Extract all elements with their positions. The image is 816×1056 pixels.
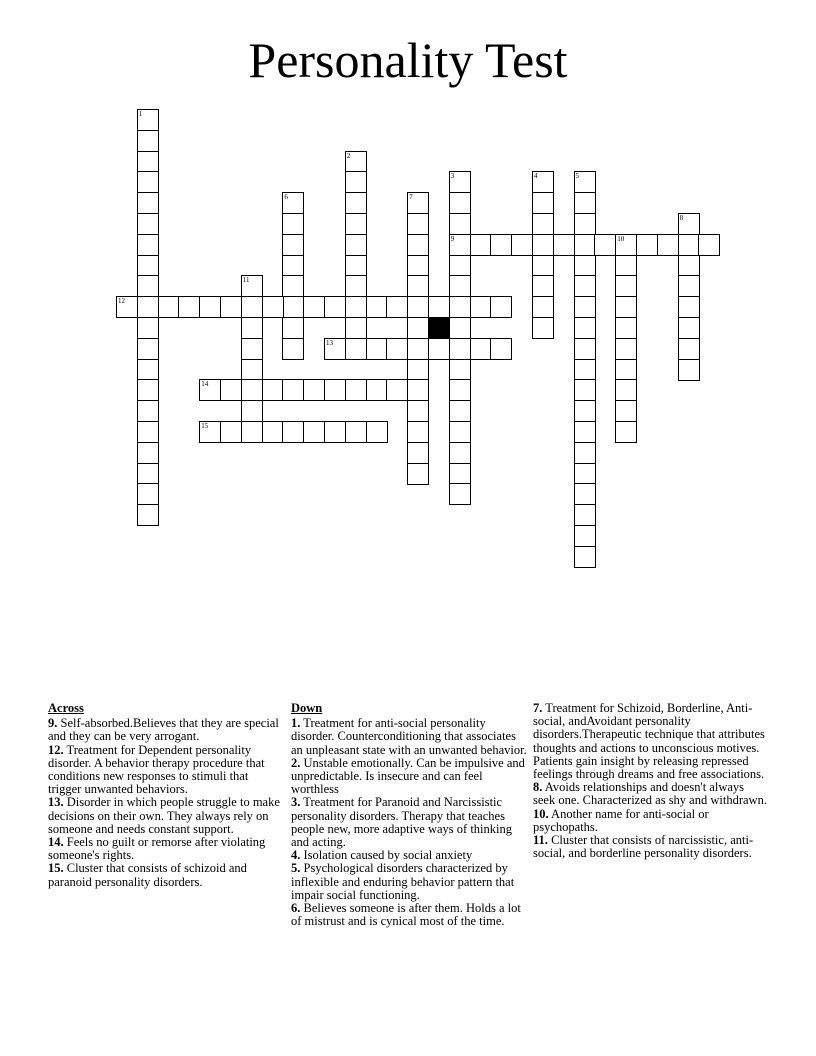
grid-cell[interactable] [137, 171, 159, 193]
grid-cell[interactable] [282, 296, 304, 318]
grid-cell[interactable] [574, 504, 596, 526]
grid-cell[interactable] [449, 463, 471, 485]
grid-cell[interactable] [574, 483, 596, 505]
grid-cell[interactable] [574, 400, 596, 422]
grid-cell[interactable] [220, 296, 242, 318]
grid-cell[interactable] [345, 234, 367, 256]
grid-cell[interactable] [345, 275, 367, 297]
clue-number: 3. [291, 795, 301, 810]
grid-cell[interactable] [324, 421, 346, 443]
clue-text: Disorder in which people struggle to make decisions on their own. They always rely on someone and needs constant support. [48, 795, 280, 836]
grid-cell[interactable] [490, 296, 512, 318]
cell-number: 13 [326, 338, 333, 347]
grid-cell[interactable] [282, 192, 304, 214]
across-header: Across [48, 701, 84, 715]
grid-cell[interactable] [345, 151, 367, 173]
grid-cell[interactable] [678, 255, 700, 277]
clue-item [48, 796, 280, 836]
grid-cell[interactable] [449, 338, 471, 360]
grid-cell[interactable] [449, 379, 471, 401]
clue-text: Another name for anti-social or psychopaths. [533, 806, 709, 834]
grid-cell[interactable] [449, 275, 471, 297]
grid-cell[interactable] [220, 421, 242, 443]
grid-cell[interactable] [241, 400, 263, 422]
grid-cell[interactable] [490, 338, 512, 360]
cell-number: 11 [242, 276, 250, 285]
grid-cell[interactable] [137, 296, 159, 318]
grid-cell[interactable] [449, 317, 471, 339]
grid-cell[interactable] [407, 359, 429, 381]
clue-text: Believes someone is after them. Holds a lot of mistrust and is cynical most of the time. [291, 901, 521, 929]
cell-number: 4 [534, 172, 538, 181]
grid-cell[interactable] [282, 338, 304, 360]
cell-number: 1 [138, 110, 143, 118]
grid-cell[interactable] [407, 421, 429, 443]
grid-cell[interactable] [615, 296, 637, 318]
clue-text: Treatment for Paranoid and Narcissistic personality disorders. Therapy that teaches people new, more adaptive ways of thinking and acting. [291, 795, 513, 850]
cell-number: 9 [450, 234, 455, 243]
grid-cell[interactable] [407, 338, 429, 360]
grid-cell[interactable] [574, 192, 596, 214]
clue-number: 7. [533, 701, 543, 715]
clue-number: 1. [291, 716, 301, 731]
grid-cell[interactable] [386, 379, 408, 401]
grid-cell[interactable] [407, 400, 429, 422]
grid-cell[interactable] [241, 421, 263, 443]
grid-cell[interactable] [615, 275, 637, 297]
grid-cell[interactable] [407, 213, 429, 235]
grid-block-cell [428, 317, 450, 339]
grid-cell[interactable] [449, 171, 471, 193]
clue-text: Unstable emotionally. Can be impulsive and unpredictable. Is insecure and can feel worthless [291, 755, 525, 797]
down-clues [291, 702, 527, 928]
clue-text: Isolation caused by social anxiety [300, 848, 473, 863]
cell-number: 3 [450, 172, 455, 181]
clue-text: Self-absorbed.Believes that they are special and they can be very arrogant. [48, 716, 279, 744]
grid-cell[interactable] [574, 421, 596, 443]
grid-cell[interactable] [199, 379, 221, 401]
grid-cell[interactable] [574, 379, 596, 401]
grid-cell[interactable] [262, 379, 284, 401]
cell-number: 5 [575, 172, 580, 181]
grid-cell[interactable] [137, 483, 159, 505]
grid-cell[interactable] [407, 463, 429, 485]
grid-cell[interactable] [303, 379, 325, 401]
grid-cell[interactable] [137, 400, 159, 422]
grid-cell[interactable] [324, 379, 346, 401]
cell-number: 15 [201, 422, 209, 430]
grid-cell[interactable] [407, 275, 429, 297]
grid-cell[interactable] [428, 338, 450, 360]
grid-cell[interactable] [303, 421, 325, 443]
grid-cell[interactable] [615, 379, 637, 401]
grid-cell[interactable] [303, 296, 325, 318]
grid-cell[interactable] [366, 379, 388, 401]
grid-cell[interactable] [449, 400, 471, 422]
grid-cell[interactable] [282, 379, 304, 401]
grid-cell[interactable] [345, 171, 367, 193]
grid-cell[interactable] [282, 255, 304, 277]
grid-cell[interactable] [407, 192, 429, 214]
clue-number: 11. [533, 833, 548, 848]
cell-number: 6 [284, 193, 288, 202]
grid-cell[interactable] [137, 379, 159, 401]
grid-cell[interactable] [345, 338, 367, 360]
grid-cell[interactable] [241, 359, 263, 381]
grid-cell[interactable] [574, 317, 596, 339]
grid-cell[interactable] [449, 234, 471, 256]
grid-cell[interactable] [532, 317, 554, 339]
grid-cell[interactable] [345, 192, 367, 214]
grid-cell[interactable] [698, 234, 720, 256]
grid-cell[interactable] [137, 421, 159, 443]
grid-cell[interactable] [574, 234, 596, 256]
grid-cell[interactable] [532, 192, 554, 214]
grid-cell[interactable] [532, 234, 554, 256]
grid-cell[interactable] [366, 338, 388, 360]
clue-item [48, 744, 280, 797]
grid-cell[interactable] [241, 379, 263, 401]
grid-cell[interactable] [449, 192, 471, 214]
clue-item [291, 717, 527, 757]
grid-cell[interactable] [470, 296, 492, 318]
grid-cell[interactable] [574, 296, 596, 318]
grid-cell[interactable] [137, 151, 159, 173]
grid-cell[interactable] [615, 338, 637, 360]
grid-cell[interactable] [407, 442, 429, 464]
grid-cell[interactable] [199, 421, 221, 443]
grid-cell[interactable] [574, 338, 596, 360]
grid-cell[interactable] [407, 255, 429, 277]
grid-cell[interactable] [262, 421, 284, 443]
grid-cell[interactable] [449, 359, 471, 381]
grid-cell[interactable] [137, 192, 159, 214]
grid-cell[interactable] [574, 171, 596, 193]
grid-cell[interactable] [532, 171, 554, 193]
grid-cell[interactable] [158, 296, 180, 318]
grid-cell[interactable] [345, 255, 367, 277]
clue-number: 10. [533, 806, 549, 821]
grid-cell[interactable] [407, 296, 429, 318]
clue-number: 5. [291, 861, 301, 876]
grid-cell[interactable] [345, 317, 367, 339]
grid-cell[interactable] [137, 234, 159, 256]
clue-item [291, 902, 527, 928]
grid-cell[interactable] [615, 421, 637, 443]
clue-item [533, 781, 769, 807]
grid-cell[interactable] [470, 338, 492, 360]
grid-cell[interactable] [678, 296, 700, 318]
clue-number: 14. [48, 835, 64, 850]
cell-number: 8 [679, 214, 684, 222]
grid-cell[interactable] [407, 234, 429, 256]
grid-cell[interactable] [678, 234, 700, 256]
page-title: Personality Test [248, 32, 568, 88]
grid-cell[interactable] [324, 338, 346, 360]
grid-cell[interactable] [636, 234, 658, 256]
grid-cell[interactable] [615, 234, 637, 256]
clue-number: 12. [48, 742, 64, 757]
cell-number: 7 [409, 193, 413, 202]
clue-text: Treatment for Schizoid, Borderline, Anti-social, andAvoidant personality disorders.Therapeutic technique that attributes thoughts and actions to unconscious motives. Patients gain insight by releasing repressed feelings through dreams and free associations. [533, 701, 765, 782]
grid-cell[interactable] [678, 359, 700, 381]
grid-cell[interactable] [137, 130, 159, 152]
cell-number: 2 [346, 151, 351, 160]
grid-cell[interactable] [511, 234, 533, 256]
grid-cell[interactable] [678, 275, 700, 297]
clue-item [533, 702, 769, 781]
across-clues [48, 702, 280, 889]
grid-cell[interactable] [449, 483, 471, 505]
cell-number: 12 [118, 297, 125, 306]
clue-number: 6. [291, 901, 301, 916]
grid-cell[interactable] [199, 296, 221, 318]
grid-cell[interactable] [282, 213, 304, 235]
clue-number: 4. [291, 848, 301, 863]
grid-cell[interactable] [345, 213, 367, 235]
grid-cell[interactable] [428, 296, 450, 318]
grid-cell[interactable] [449, 213, 471, 235]
grid-cell[interactable] [574, 442, 596, 464]
grid-cell[interactable] [282, 317, 304, 339]
grid-cell[interactable] [282, 275, 304, 297]
grid-cell[interactable] [449, 442, 471, 464]
clue-text: Cluster that consists of narcissistic, anti-social, and borderline personality disorders. [533, 833, 754, 861]
grid-cell[interactable] [553, 234, 575, 256]
grid-cell[interactable] [532, 275, 554, 297]
clue-item [291, 796, 527, 849]
grid-cell[interactable] [241, 317, 263, 339]
grid-cell[interactable] [532, 255, 554, 277]
grid-cell[interactable] [574, 525, 596, 547]
grid-cell[interactable] [241, 338, 263, 360]
grid-cell[interactable] [532, 296, 554, 318]
clue-number: 2. [291, 755, 301, 770]
down-header: Down [291, 701, 323, 715]
grid-cell[interactable] [137, 275, 159, 297]
grid-cell[interactable] [574, 255, 596, 277]
grid-cell[interactable] [137, 504, 159, 526]
grid-cell[interactable] [366, 296, 388, 318]
cell-number: 14 [201, 380, 209, 389]
grid-cell[interactable] [657, 234, 679, 256]
grid-cell[interactable] [241, 275, 263, 297]
grid-cell[interactable] [262, 296, 284, 318]
clue-text: Avoids relationships and doesn't always seek one. Characterized as shy and withdrawn. [533, 780, 767, 808]
grid-cell[interactable] [574, 546, 596, 568]
grid-cell[interactable] [324, 296, 346, 318]
clue-number: 9. [48, 716, 58, 731]
grid-cell[interactable] [241, 296, 263, 318]
grid-cell[interactable] [574, 275, 596, 297]
grid-cell[interactable] [449, 255, 471, 277]
clue-text: Cluster that consists of schizoid and paranoid personality disorders. [48, 861, 247, 889]
grid-cell[interactable] [137, 359, 159, 381]
grid-cell[interactable] [282, 421, 304, 443]
grid-cell[interactable] [594, 234, 616, 256]
grid-cell[interactable] [345, 421, 367, 443]
grid-cell[interactable] [615, 255, 637, 277]
clue-item [533, 834, 769, 860]
grid-cell[interactable] [178, 296, 200, 318]
grid-cell[interactable] [574, 463, 596, 485]
grid-cell[interactable] [137, 109, 159, 131]
grid-cell[interactable] [678, 317, 700, 339]
grid-cell[interactable] [470, 234, 492, 256]
grid-cell[interactable] [490, 234, 512, 256]
clue-number: 13. [48, 795, 64, 810]
grid-cell[interactable] [615, 317, 637, 339]
grid-cell[interactable] [282, 234, 304, 256]
grid-cell[interactable] [678, 338, 700, 360]
clue-item [291, 862, 527, 902]
grid-cell[interactable] [137, 442, 159, 464]
grid-cell[interactable] [615, 359, 637, 381]
clue-text: Psychological disorders characterized by inflexible and enduring behavior pattern that impair social functioning. [291, 861, 515, 902]
grid-cell[interactable] [449, 296, 471, 318]
grid-cell[interactable] [449, 421, 471, 443]
grid-cell[interactable] [366, 421, 388, 443]
grid-cell[interactable] [137, 317, 159, 339]
grid-cell[interactable] [407, 379, 429, 401]
clue-number: 8. [533, 780, 543, 795]
down-clues-continued [533, 702, 769, 860]
grid-cell[interactable] [386, 296, 408, 318]
clue-item [291, 757, 527, 797]
grid-cell[interactable] [137, 213, 159, 235]
clue-item [48, 717, 280, 743]
grid-cell[interactable] [137, 463, 159, 485]
grid-cell[interactable] [137, 255, 159, 277]
clue-item [48, 862, 280, 888]
grid-cell[interactable] [615, 400, 637, 422]
grid-cell[interactable] [386, 338, 408, 360]
grid-cell[interactable] [345, 296, 367, 318]
grid-cell[interactable] [345, 379, 367, 401]
clue-text: Treatment for anti-social personality disorder. Counterconditioning that associates an unpleasant state with an unwanted behavior. [291, 716, 527, 757]
grid-cell[interactable] [678, 213, 700, 235]
grid-cell[interactable] [220, 379, 242, 401]
clue-number: 15. [48, 861, 64, 876]
grid-cell[interactable] [137, 338, 159, 360]
grid-cell[interactable] [407, 317, 429, 339]
clue-text: Treatment for Dependent personality disorder. A behavior therapy procedure that conditions new responses to stimuli that trigger unwanted behaviors. [48, 742, 265, 797]
clue-item [533, 808, 769, 834]
grid-cell[interactable] [574, 359, 596, 381]
grid-cell[interactable] [574, 213, 596, 235]
grid-cell[interactable] [116, 296, 138, 318]
clue-text: Feels no guilt or remorse after violating someone's rights. [48, 835, 266, 863]
clue-item [48, 836, 280, 862]
cell-number: 10 [617, 234, 625, 243]
grid-cell[interactable] [532, 213, 554, 235]
